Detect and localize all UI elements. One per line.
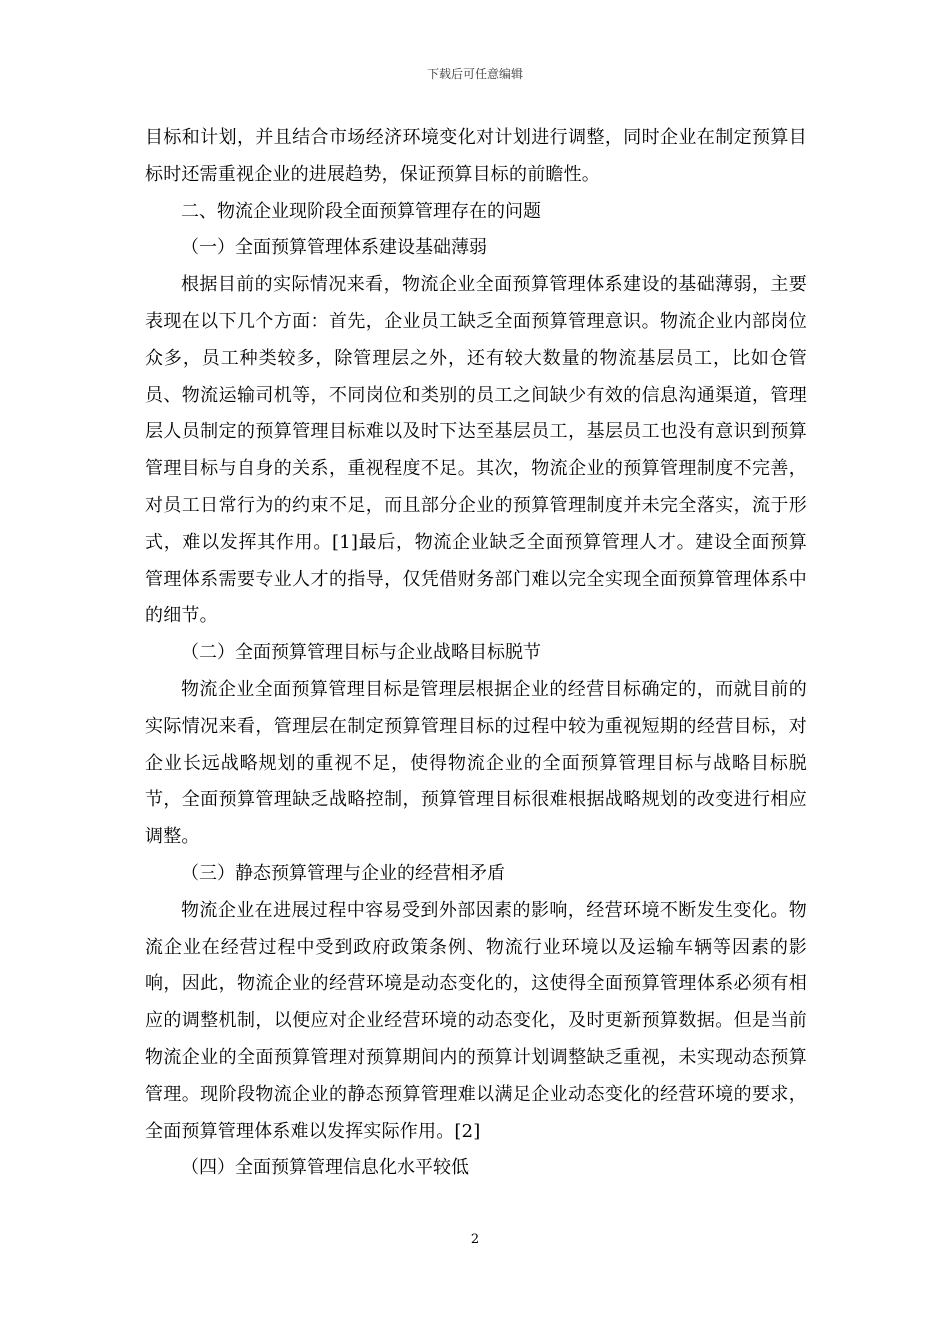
subsection-heading-2: （二）全面预算管理目标与企业战略目标脱节 bbox=[181, 642, 541, 664]
subsection-heading-3: （三）静态预算管理与企业的经营相矛盾 bbox=[181, 862, 505, 884]
paragraph-2: 物流企业全面预算管理目标是管理层根据企业的经营目标确定的，而就目前的实际情况来看，管理层在制定预算管理目标的过程中较为重视短期的经营目标，对企业长远战略规划的重视不足，使得物流企业的全面预算管理目标与战略目标脱节，全面预算管理缺乏战略控制，预算管理目标很难根据战略规划的改变进行相应调整。 bbox=[145, 678, 807, 848]
page-number: 2 bbox=[470, 1232, 480, 1247]
section-heading: 二、物流企业现阶段全面预算管理存在的问题 bbox=[181, 200, 541, 222]
subsection-heading-4: （四）全面预算管理信息化水平较低 bbox=[181, 1157, 469, 1179]
paragraph-continued: 目标和计划，并且结合市场经济环境变化对计划进行调整，同时企业在制定预算目标时还需重视企业的进展趋势，保证预算目标的前瞻性。 bbox=[145, 127, 807, 185]
paragraph-3: 物流企业在进展过程中容易受到外部因素的影响，经营环境不断发生变化。物流企业在经营过程中受到政府政策条例、物流行业环境以及运输车辆等因素的影响，因此，物流企业的经营环境是动态变化的，这使得全面预算管理体系必须有相应的调整机制，以便应对企业经营环境的动态变化，及时更新预算数据。但是当前物流企业的全面预算管理对预算期间内的预算计划调整缺乏重视，未实现动态预算管理。现阶段物流企业的静态预算管理难以满足企业动态变化的经营环境的要求，全面预算管理体系难以发挥实际作用。[2] bbox=[145, 899, 807, 1142]
document-body bbox=[145, 120, 807, 1187]
paragraph-1: 根据目前的实际情况来看，物流企业全面预算管理体系建设的基础薄弱，主要表现在以下几个方面：首先，企业员工缺乏全面预算管理意识。物流企业内部岗位众多，员工种类较多，除管理层之外，还有较大数量的物流基层员工，比如仓管员、物流运输司机等，不同岗位和类别的员工之间缺少有效的信息沟通渠道，管理层人员制定的预算管理目标难以及时下达至基层员工，基层员工也没有意识到预算管理目标与自身的关系，重视程度不足。其次，物流企业的预算管理制度不完善，对员工日常行为的约束不足，而且部分企业的预算管理制度并未完全落实，流于形式，难以发挥其作用。[1]最后，物流企业缺乏全面预算管理人才。建设全面预算管理体系需要专业人才的指导，仅凭借财务部门难以完全实现全面预算管理体系中的细节。 bbox=[145, 274, 807, 627]
subsection-heading-1: （一）全面预算管理体系建设基础薄弱 bbox=[181, 237, 487, 259]
page-header: 下载后可任意编辑 bbox=[426, 67, 523, 81]
